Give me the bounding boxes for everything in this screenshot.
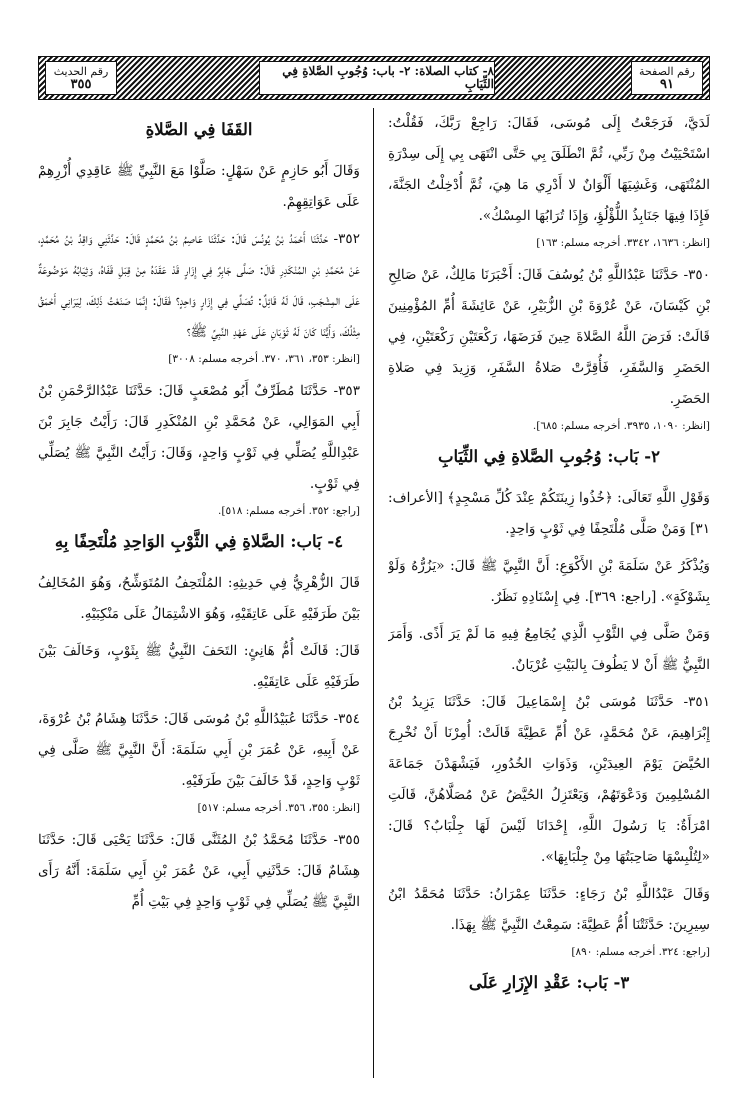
reference-note: [راجع: ٣٥٢. أخرجه مسلم: ٥١٨]. [218, 505, 360, 517]
chapter-heading-2: ٢- بَاب: وُجُوبِ الصَّلاةِ فِي الثِّيَابِ [437, 447, 661, 466]
paragraph: لَدَيَّ، فَرَجَعْتُ إِلَى مُوسَى، فَقَالَ: رَاجِعْ رَبَّكَ، فَقُلْتُ: اسْتَحْيَيْتُ مِنْ رَبِّي، ثُمَّ انْطَلَقَ بِي حَتَّى انْتَهَى بِي إِلَى سِدْرَةِ المُنْتَهَى، وَغَشِيَهَا أَلْوَانٌ لا أَدْرِي مَا هِيَ، ثُمَّ أُدْخِلْتُ الجَنَّةَ، فَإِذَا فِيهَا جَنَابِذُ اللُّؤْلُؤِ، وَإِذَا تُرَابُهَا المِسْكُ». [388, 115, 710, 224]
running-title: ٨- كتاب الصلاة: ٢- باب: وُجُوبِ الصَّلاةِ فِي الثِّيَابِ [282, 64, 494, 91]
paragraph: وَيُذْكَرُ عَنْ سَلَمَةَ بْنِ الأَكْوَعِ: أَنَّ النَّبِيَّ ﷺ قَالَ: «يَزُرُّهُ وَلَوْ بِشَوْكَةٍ». [راجع: ٣٦٩]. فِي إِسْنَادِهِ نَظَرٌ. [388, 558, 710, 605]
page-number-box [631, 61, 703, 95]
hadith-355: ٣٥٥- حَدَّثَنَا مُحَمَّدُ بْنُ المُثَنَّى قَالَ: حَدَّثَنَا يَحْيَى قَالَ: حَدَّثَنَا هِشَامٌ قَالَ: حَدَّثَنِي أَبِي، عَنْ عُمَرَ بْنِ أَبِي سَلَمَةَ: أَنَّهُ رَأَى النَّبِيَّ ﷺ يُصَلِّي فِي ثَوْبٍ وَاحِدٍ فِي بَيْتِ أُمِّ [38, 832, 360, 910]
paragraph: وَمَنْ صَلَّى فِي الثَّوْبِ الَّذِي يُجَامِعُ فِيهِ مَا لَمْ يَرَ أَذًى. وَأَمَرَ النَّبِيُّ ﷺ أَنْ لا يَطُوفَ بِالبَيْتِ عُرْيَانٌ. [388, 626, 710, 673]
right-column [388, 108, 710, 1078]
reference-note: [انظر: ١٦٣٦، ٣٣٤٢. أخرجه مسلم: ١٦٣] [536, 237, 710, 249]
hadith-354: ٣٥٤- حَدَّثَنَا عُبَيْدُاللَّهِ بْنُ مُوسَى قَالَ: حَدَّثَنَا هِشَامُ بْنُ عُرْوَةَ، عَنْ أَبِيهِ، عَنْ عُمَرَ بْنِ أَبِي سَلَمَةَ: أَنَّ النَّبِيَّ ﷺ صَلَّى فِي ثَوْبٍ وَاحِدٍ، قَدْ خَالَفَ بَيْنَ طَرَفَيْهِ. [38, 711, 360, 789]
hadith-number-label: رقم الحديث [53, 65, 109, 78]
hadith-350: ٣٥٠- حَدَّثَنَا عَبْدُاللَّهِ بْنُ يُوسُفَ قَالَ: أَخْبَرَنَا مَالِكٌ، عَنْ صَالِحِ بْنِ كَيْسَانَ، عَنْ عُرْوَةَ بْنِ الزُّبَيْرِ، عَنْ عَائِشَةَ أُمِّ المُؤْمِنِينَ قَالَتْ: فَرَضَ اللَّهُ الصَّلاةَ حِينَ فَرَضَهَا، رَكْعَتَيْنِ رَكْعَتَيْنِ، فِي الحَضَرِ وَالسَّفَرِ، فَأُقِرَّتْ صَلاةُ السَّفَرِ، وَزِيدَ فِي صَلاةِ الحَضَرِ. [388, 267, 710, 407]
left-column [38, 108, 360, 1078]
reference-note: [انظر: ٣٥٥، ٣٥٦. أخرجه مسلم: ٥١٧] [197, 802, 360, 814]
hadith-number: ٣٥٥ [70, 77, 92, 92]
reference-note: [راجع: ٣٢٤. أخرجه مسلم: ٨٩٠] [571, 946, 710, 958]
page-header [38, 56, 710, 100]
paragraph: وَقَالَ أَبُو حَازِمٍ عَنْ سَهْلٍ: صَلَّوْا مَعَ النَّبِيِّ ﷺ عَاقِدِي أُزْرِهِمْ عَلَى عَوَاتِقِهِمْ. [38, 163, 360, 210]
chapter-heading-4: ٤- بَاب: الصَّلاةِ فِي الثَّوْبِ الوَاحِدِ مُلْتَحِفًا بِهِ [54, 532, 344, 551]
paragraph: وَقَوْلِ اللَّهِ تَعَالَى: ﴿خُذُوا زِينَتَكُمْ عِنْدَ كُلِّ مَسْجِدٍ﴾ [الأعراف: ٣١] وَمَنْ صَلَّى مُلْتَحِفًا فِي ثَوْبٍ وَاحِدٍ. [388, 490, 710, 537]
chapter-heading-3: ٣- بَاب: عَقْدِ الإِزَارِ عَلَى [468, 973, 630, 992]
paragraph: وَقَالَ عَبْدُاللَّهِ بْنُ رَجَاءٍ: حَدَّثَنَا عِمْرَانُ: حَدَّثَنَا مُحَمَّدُ ابْنُ سِيرِينَ: حَدَّثَتْنَا أُمُّ عَطِيَّةَ: سَمِعْتُ النَّبِيَّ ﷺ بِهَذَا. [388, 886, 710, 933]
hadith-352: ٣٥٢- حَدَّثَنَا أَحْمَدُ بْنُ يُونُسَ قَالَ: حَدَّثَنَا عَاصِمُ بْنُ مُحَمَّدٍ قَالَ: حَدَّثَنِي وَاقِدُ بْنُ مُحَمَّدٍ، عَنْ مُحَمَّدِ بْنِ المُنْكَدِرِ قَالَ: صَلَّى جَابِرٌ فِي إِزَارٍ قَدْ عَقَدَهُ مِنْ قِبَلِ قَفَاهُ، وَثِيَابُهُ مَوْضُوعَةٌ عَلَى المِشْجَبِ، قَالَ لَهُ قَائِلٌ: تُصَلِّي فِي إِزَارٍ وَاحِدٍ؟ فَقَالَ: إِنَّمَا صَنَعْتُ ذَلِكَ، لِيَرَانِي أَحْمَقُ مِثْلُكَ، وَأَيُّنَا كَانَ لَهُ ثَوْبَانِ عَلَى عَهْدِ النَّبِيِّ ﷺ؟ [38, 231, 360, 340]
hadith-number-box [45, 61, 117, 95]
paragraph: قَالَ الزُّهْرِيُّ فِي حَدِيثِهِ: المُلْتَحِفُ المُتَوَشِّحُ، وَهُوَ المُخَالِفُ بَيْنَ طَرَفَيْهِ عَلَى عَاتِقَيْهِ، وَهُوَ الاشْتِمَالُ عَلَى مَنْكِبَيْهِ. [38, 575, 360, 622]
reference-note: [انظر: ١٠٩٠، ٣٩٣٥. أخرجه مسلم: ٦٨٥]. [532, 420, 710, 432]
chapter-heading-3-continued: القَفَا فِي الصَّلاةِ [145, 120, 253, 139]
page-number: ٩١ [660, 77, 674, 92]
hadith-351: ٣٥١- حَدَّثَنَا مُوسَى بْنُ إِسْمَاعِيلَ قَالَ: حَدَّثَنَا يَزِيدُ بْنُ إِبْرَاهِيمَ، عَنْ مُحَمَّدٍ، عَنْ أُمِّ عَطِيَّةَ قَالَتْ: أُمِرْنَا أَنْ نُخْرِجَ الحُيَّضَ يَوْمَ العِيدَيْنِ، وَذَوَاتِ الخُدُورِ، فَيَشْهَدْنَ جَمَاعَةَ المُسْلِمِينَ وَدَعْوَتَهُمْ، وَيَعْتَزِلُ الحُيَّضُ عَنْ مُصَلَّاهُنَّ، قَالَتِ امْرَأَةٌ: يَا رَسُولَ اللَّهِ، إِحْدَانَا لَيْسَ لَهَا جِلْبَابٌ؟ قَالَ: «لِتُلْبِسْهَا صَاحِبَتُهَا مِنْ جِلْبَابِهَا». [388, 694, 710, 865]
page-number-label: رقم الصفحة [639, 65, 695, 78]
running-title-box [259, 61, 495, 95]
paragraph: قَالَ: قَالَتْ أُمُّ هَانِئٍ: التَحَفَ النَّبِيُّ ﷺ بِثَوْبٍ، وَخَالَفَ بَيْنَ طَرَفَيْهِ عَلَى عَاتِقَيْهِ. [38, 643, 360, 690]
hadith-353: ٣٥٣- حَدَّثَنَا مُطَرِّفٌ أَبُو مُصْعَبٍ قَالَ: حَدَّثَنَا عَبْدُالرَّحْمَنِ بْنُ أَبِي المَوَالِي، عَنْ مُحَمَّدِ بْنِ المُنْكَدِرِ قَالَ: رَأَيْتُ جَابِرَ بْنَ عَبْدِاللَّهِ يُصَلِّي فِي ثَوْبٍ وَاحِدٍ، وَقَالَ: رَأَيْتُ النَّبِيَّ ﷺ يُصَلِّي فِي ثَوْبٍ. [38, 383, 360, 492]
reference-note: [انظر: ٣٥٣، ٣٦١، ٣٧٠. أخرجه مسلم: ٣٠٠٨] [168, 353, 360, 365]
column-divider [373, 108, 374, 1078]
book-page [38, 56, 710, 1086]
